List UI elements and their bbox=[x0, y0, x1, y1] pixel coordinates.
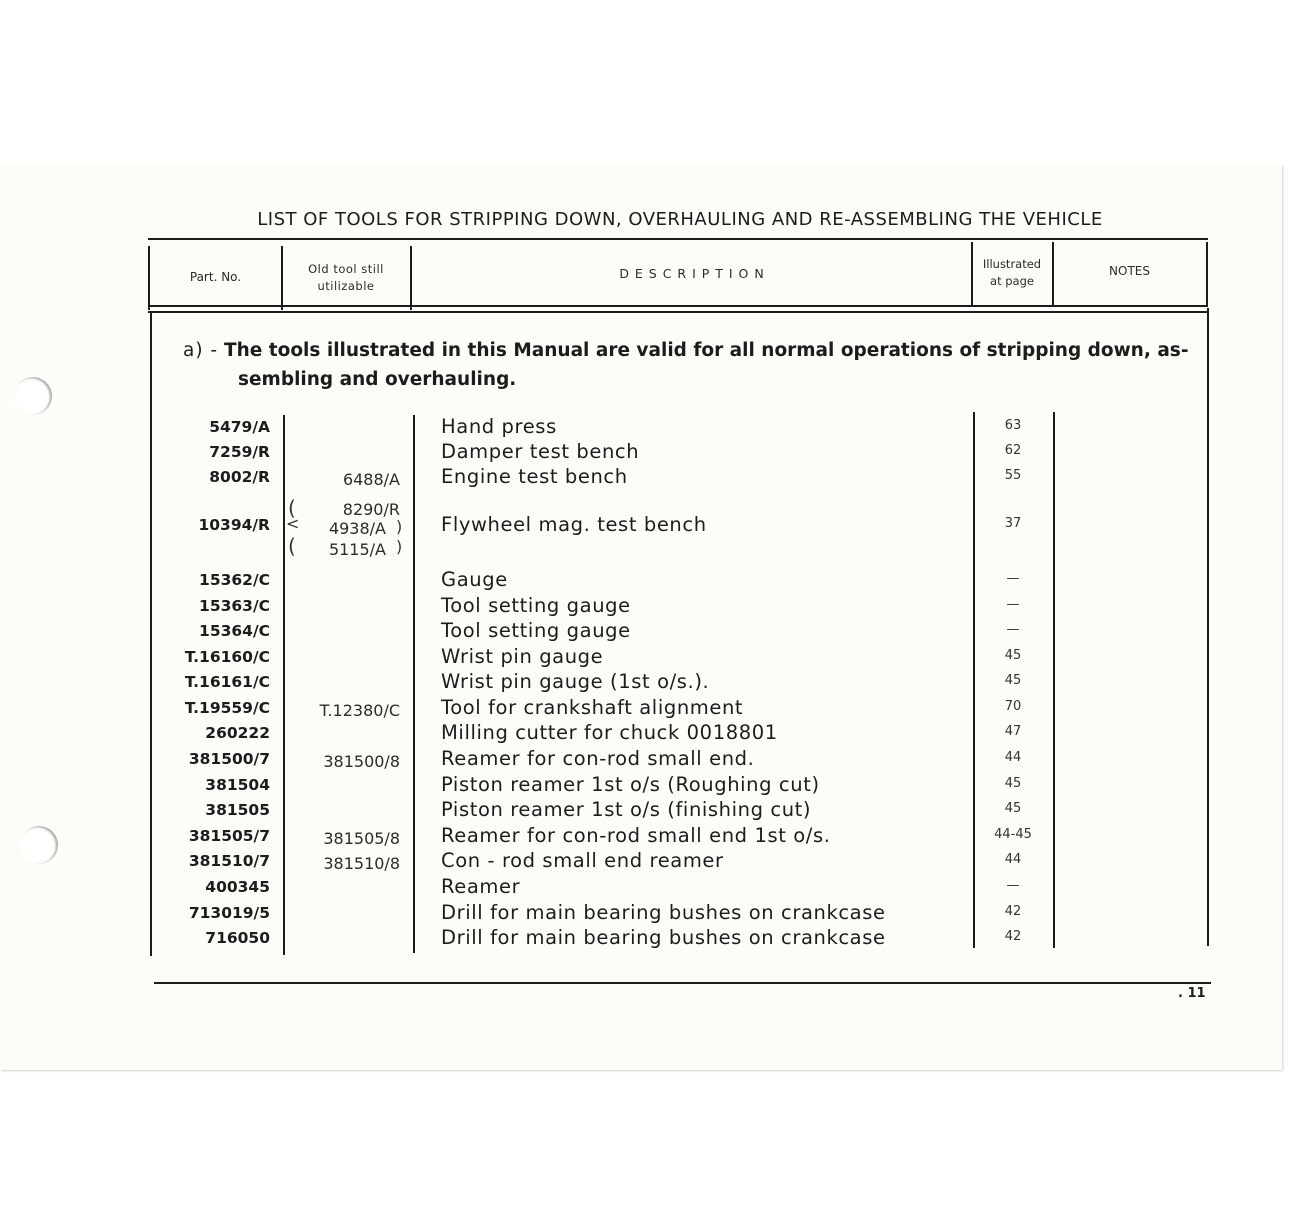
old-tool: 381505/8 bbox=[323, 829, 400, 848]
part-number: 8002/R bbox=[209, 468, 270, 486]
illustrated-page: 62 bbox=[1004, 443, 1022, 458]
tool-description: Wrist pin gauge (1st o/s.). bbox=[441, 670, 710, 693]
punch-hole bbox=[14, 377, 52, 415]
tool-description: Hand press bbox=[441, 415, 557, 438]
tool-description: Tool setting gauge bbox=[441, 594, 631, 617]
part-number: 10394/R bbox=[198, 516, 270, 534]
footer-rule bbox=[154, 982, 1211, 984]
part-number: 7259/R bbox=[209, 443, 270, 461]
left-brace-top: ( bbox=[288, 496, 296, 520]
illustrated-page: 44 bbox=[1004, 852, 1022, 867]
illustrated-page: 45 bbox=[1004, 648, 1022, 663]
illustrated-page: 37 bbox=[1004, 516, 1022, 531]
tool-description: Drill for main bearing bushes on crankcase bbox=[441, 926, 886, 949]
tool-description: Drill for main bearing bushes on crankcase bbox=[441, 901, 886, 924]
old-tool-4938: 4938/A bbox=[328, 519, 386, 538]
header-bottom-rule bbox=[148, 305, 1208, 307]
tool-description: Con - rod small end reamer bbox=[441, 849, 724, 872]
part-number: 713019/5 bbox=[188, 904, 270, 922]
part-number: 15363/C bbox=[199, 597, 270, 615]
part-number: 260222 bbox=[205, 724, 270, 742]
illustrated-page: 44 bbox=[1004, 750, 1022, 765]
illustrated-page: 47 bbox=[1004, 724, 1022, 739]
header-old-tool-line1: Old tool still bbox=[308, 262, 384, 276]
part-number: 5479/A bbox=[209, 418, 270, 436]
illustrated-page: 70 bbox=[1004, 699, 1022, 714]
illustrated-page: 45 bbox=[1004, 776, 1022, 791]
illustrated-page: 55 bbox=[1004, 468, 1022, 483]
header-old-tool-line2: utilizable bbox=[317, 279, 375, 293]
page-title: LIST OF TOOLS FOR STRIPPING DOWN, OVERHAULING AND RE-ASSEMBLING THE VEHICLE bbox=[257, 209, 1103, 230]
tool-description: Tool for crankshaft alignment bbox=[441, 696, 744, 719]
column-rule bbox=[283, 415, 285, 955]
intro-marker: a) - bbox=[183, 340, 219, 361]
illustrated-page: 42 bbox=[1004, 904, 1022, 919]
header-old-tool bbox=[282, 261, 410, 295]
tool-description: Reamer for con-rod small end. bbox=[441, 747, 755, 770]
tool-description: Damper test bench bbox=[441, 440, 640, 463]
right-brace-top: ) bbox=[396, 517, 403, 536]
part-number: 381510/7 bbox=[188, 852, 270, 870]
part-number: 381505/7 bbox=[188, 827, 270, 845]
part-number: T.19559/C bbox=[184, 699, 270, 717]
illustrated-page: 44-45 bbox=[994, 827, 1032, 842]
header-part-no: Part. No. bbox=[189, 270, 242, 284]
header-top-rule bbox=[148, 238, 1208, 240]
illustrated-page: — bbox=[1006, 878, 1020, 893]
intro-paragraph bbox=[183, 336, 1203, 394]
tool-description: Wrist pin gauge bbox=[441, 645, 604, 668]
page-number: . 11 bbox=[1178, 986, 1206, 1001]
illustrated-page: 45 bbox=[1004, 801, 1022, 816]
column-rule bbox=[1053, 412, 1055, 948]
tool-description: Reamer for con-rod small end 1st o/s. bbox=[441, 824, 831, 847]
header-divider bbox=[1206, 242, 1208, 306]
right-brace-bottom: ) bbox=[396, 537, 403, 556]
tool-description: Flywheel mag. test bench bbox=[441, 513, 707, 536]
header-illustrated bbox=[972, 256, 1052, 290]
part-number: 381504 bbox=[205, 776, 270, 794]
illustrated-page: 45 bbox=[1004, 673, 1022, 688]
intro-line2: sembling and overhauling. bbox=[238, 369, 517, 390]
header-illustrated-line1: Illustrated bbox=[982, 257, 1042, 271]
tool-description: Tool setting gauge bbox=[441, 619, 631, 642]
part-number: 400345 bbox=[205, 878, 270, 896]
punch-hole bbox=[20, 826, 58, 864]
part-number: T.16160/C bbox=[184, 648, 270, 666]
illustrated-page: — bbox=[1006, 571, 1020, 586]
part-number: 381500/7 bbox=[188, 750, 270, 768]
column-rule bbox=[413, 415, 415, 953]
tool-description: Engine test bench bbox=[441, 465, 628, 488]
tool-description: Gauge bbox=[441, 568, 508, 591]
tool-description: Piston reamer 1st o/s (Roughing cut) bbox=[441, 773, 820, 796]
part-number: T.16161/C bbox=[184, 673, 270, 691]
tool-description: Piston reamer 1st o/s (finishing cut) bbox=[441, 798, 812, 821]
illustrated-page: — bbox=[1006, 597, 1020, 612]
illustrated-page: 42 bbox=[1004, 929, 1022, 944]
body-right-rule bbox=[1207, 308, 1209, 946]
part-number: 15364/C bbox=[199, 622, 270, 640]
header-description: D E S C R I P T I O N bbox=[619, 266, 765, 281]
tool-description: Reamer bbox=[441, 875, 521, 898]
old-tool: 6488/A bbox=[342, 470, 400, 489]
illustrated-page: — bbox=[1006, 622, 1020, 637]
part-number: 15362/C bbox=[199, 571, 270, 589]
part-number: 381505 bbox=[205, 801, 270, 819]
old-tool-5115: 5115/A bbox=[328, 540, 386, 559]
old-tool: 381510/8 bbox=[323, 854, 400, 873]
old-tool: 381500/8 bbox=[323, 752, 400, 771]
left-brace-mid: < bbox=[286, 514, 300, 533]
body-top-rule bbox=[148, 311, 1208, 313]
old-tool: T.12380/C bbox=[319, 701, 400, 720]
old-tool-8290: 8290/R bbox=[342, 500, 400, 519]
header-notes: NOTES bbox=[1109, 264, 1150, 278]
tool-description: Milling cutter for chuck 0018801 bbox=[441, 721, 778, 744]
left-brace-bottom: ( bbox=[288, 534, 296, 558]
illustrated-page: 63 bbox=[1004, 418, 1022, 433]
intro-line1: The tools illustrated in this Manual are valid for all normal operations of stripping down, as- bbox=[224, 340, 1189, 361]
header-illustrated-line2: at page bbox=[990, 274, 1034, 288]
part-number: 716050 bbox=[205, 929, 270, 947]
